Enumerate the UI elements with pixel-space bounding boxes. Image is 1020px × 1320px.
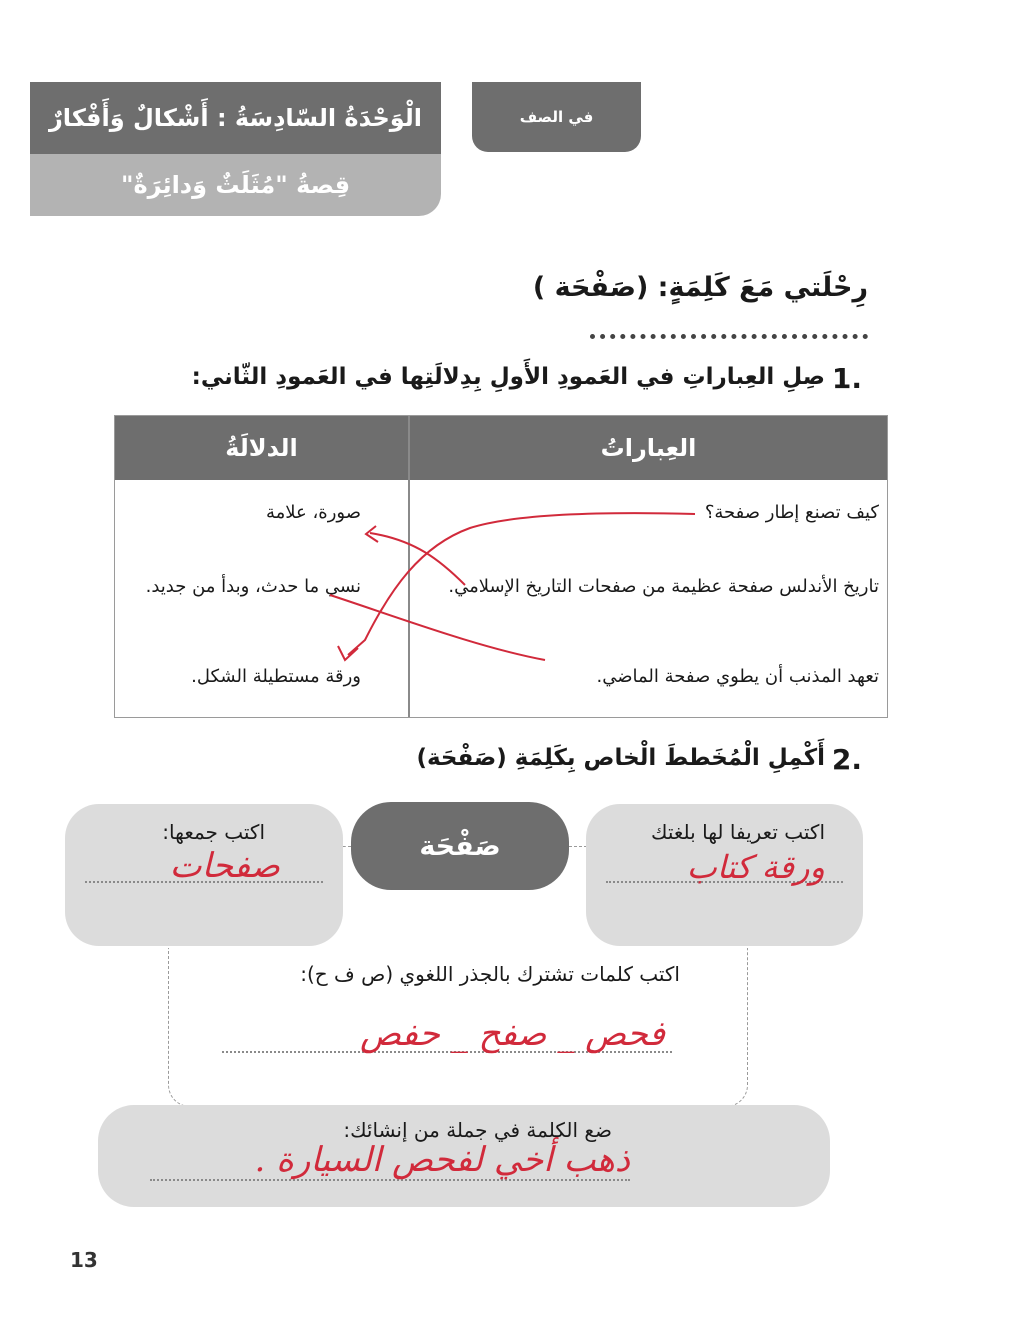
meaning-1: صورة، علامة <box>265 502 361 523</box>
story-title: قِصةُ "مُثَلَثٌ وَدائِرَةٌ" <box>30 154 441 216</box>
match-line-3 <box>330 595 545 660</box>
journey-title: رِحْلَتي مَعَ كَلِمَةٍ: (صَفْحَة ) <box>532 272 868 303</box>
match-line-1 <box>348 513 695 655</box>
match-line-2 <box>370 533 465 585</box>
page-number: 13 <box>70 1248 98 1272</box>
sentence-answer: ذهب أخي لفحص السيارة . <box>254 1140 630 1180</box>
header-phrases: العِباراتُ <box>410 416 887 480</box>
unit-title: الْوَحْدَةُ السّادِسَةُ : أَشْكالٌ وَأَفْكارٌ <box>30 82 441 154</box>
plural-prompt: اكتب جمعها: <box>162 820 265 844</box>
center-word: صَفْحَة <box>351 802 569 890</box>
question1-text: صِلِ العِباراتِ في العَمودِ الأَولِ بِدِلالَتِها في العَمودِ الثّاني: <box>191 364 825 390</box>
definition-prompt: اكتب تعريفا لها بلغتك <box>651 820 825 844</box>
phrase-2: تاريخ الأندلس صفحة عظيمة من صفحات التاريخ الإسلامي. <box>448 576 879 597</box>
phrase-3: تعهد المذنب أن يطوي صفحة الماضي. <box>596 666 879 687</box>
question2-text: أَكْمِلِ الْمُخَططَ الْخاص بِكَلِمَةِ (صَفْحَة) <box>416 745 825 771</box>
class-tab: في الصف <box>472 82 641 152</box>
connector-right <box>569 846 587 847</box>
plural-answer: صفحات <box>169 846 280 886</box>
root-prompt: اكتب كلمات تشترك بالجذر اللغوي (ص ف ح): <box>300 962 680 986</box>
meaning-2: نسي ما حدث، وبدأ من جديد. <box>145 576 361 597</box>
meaning-3: ورقة مستطيلة الشكل. <box>191 666 361 687</box>
sentence-prompt: ضع الكلمة في جملة من إنشائك: <box>343 1118 612 1142</box>
question1-number: 1. <box>831 362 862 395</box>
definition-answer: ورقة كتاب <box>686 848 825 886</box>
question2-number: 2. <box>831 743 862 776</box>
header-meanings: الدلالَةُ <box>115 416 408 480</box>
root-answer: فحص _ صفح _ حفص <box>360 1014 665 1054</box>
phrase-1: كيف تصنع إطار صفحة؟ <box>704 502 879 523</box>
